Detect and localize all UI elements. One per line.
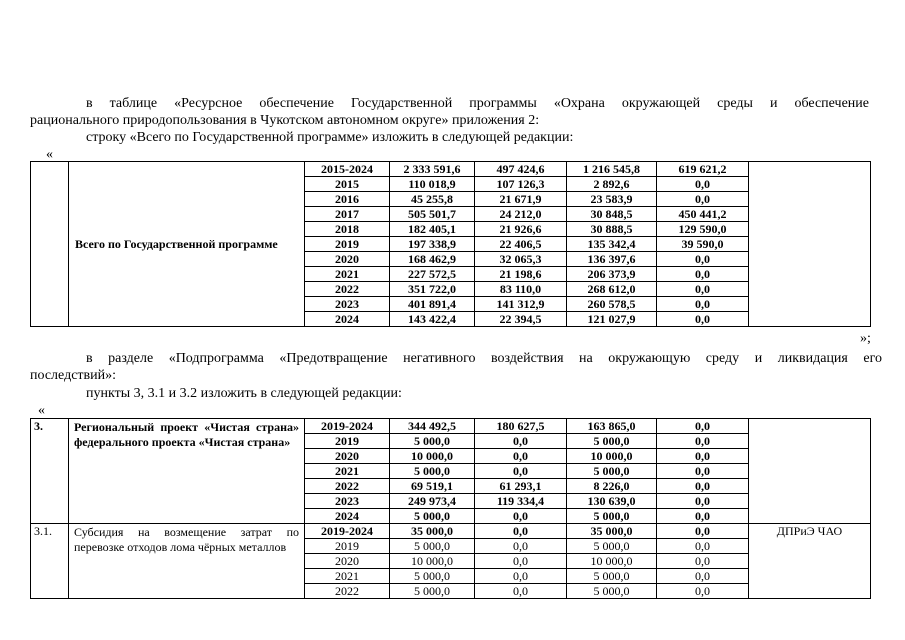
period-cell: 2022 bbox=[305, 282, 390, 297]
value-cell: 0,0 bbox=[475, 434, 567, 449]
value-cell: 5 000,0 bbox=[390, 509, 475, 524]
period-cell: 2019-2024 bbox=[305, 524, 390, 539]
value-cell: 32 065,3 bbox=[475, 252, 567, 267]
value-cell: 45 255,8 bbox=[390, 192, 475, 207]
value-cell: 168 462,9 bbox=[390, 252, 475, 267]
period-cell: 2021 bbox=[305, 267, 390, 282]
value-cell: 1 216 545,8 bbox=[567, 162, 657, 177]
value-cell: 344 492,5 bbox=[390, 419, 475, 434]
value-cell: 180 627,5 bbox=[475, 419, 567, 434]
quote-close-1: »; bbox=[860, 331, 871, 346]
value-cell: 136 397,6 bbox=[567, 252, 657, 267]
value-cell: 249 973,4 bbox=[390, 494, 475, 509]
period-cell: 2019-2024 bbox=[305, 419, 390, 434]
period-cell: 2021 bbox=[305, 464, 390, 479]
value-cell: 450 441,2 bbox=[657, 207, 749, 222]
value-cell: 0,0 bbox=[475, 554, 567, 569]
value-cell: 119 334,4 bbox=[475, 494, 567, 509]
paragraph-2: строку «Всего по Государственной программе» изложить в следующей редакции: bbox=[86, 130, 574, 145]
period-cell: 2019 bbox=[305, 237, 390, 252]
value-cell: 0,0 bbox=[475, 509, 567, 524]
value-cell: 5 000,0 bbox=[567, 434, 657, 449]
value-cell: 0,0 bbox=[657, 569, 749, 584]
value-cell: 206 373,9 bbox=[567, 267, 657, 282]
value-cell: 0,0 bbox=[657, 312, 749, 327]
value-cell: 10 000,0 bbox=[390, 449, 475, 464]
period-cell: 2015-2024 bbox=[305, 162, 390, 177]
value-cell: 163 865,0 bbox=[567, 419, 657, 434]
value-cell: 130 639,0 bbox=[567, 494, 657, 509]
value-cell: 0,0 bbox=[657, 297, 749, 312]
value-cell: 5 000,0 bbox=[390, 464, 475, 479]
period-cell: 2021 bbox=[305, 569, 390, 584]
value-cell: 30 888,5 bbox=[567, 222, 657, 237]
executor-cell: ДПРиЭ ЧАО bbox=[749, 524, 871, 599]
period-cell: 2015 bbox=[305, 177, 390, 192]
value-cell: 5 000,0 bbox=[390, 434, 475, 449]
value-cell: 121 027,9 bbox=[567, 312, 657, 327]
value-cell: 23 583,9 bbox=[567, 192, 657, 207]
paragraph-3-line-1: в разделе «Подпрограмма «Предотвращение негативного воздействия на окружающую среду и ликвидация его bbox=[86, 351, 882, 366]
value-cell: 0,0 bbox=[657, 494, 749, 509]
row-label-cell: Всего по Государственной программе bbox=[69, 162, 305, 327]
value-cell: 497 424,6 bbox=[475, 162, 567, 177]
value-cell: 0,0 bbox=[475, 569, 567, 584]
value-cell: 182 405,1 bbox=[390, 222, 475, 237]
item-number-cell: 3. bbox=[31, 419, 69, 524]
period-cell: 2018 bbox=[305, 222, 390, 237]
value-cell: 5 000,0 bbox=[390, 569, 475, 584]
value-cell: 35 000,0 bbox=[567, 524, 657, 539]
item-label-cell: Субсидия на возмещение затрат по перевозке отходов лома чёрных металлов bbox=[69, 524, 305, 599]
period-cell: 2024 bbox=[305, 509, 390, 524]
period-cell: 2022 bbox=[305, 584, 390, 599]
value-cell: 0,0 bbox=[657, 449, 749, 464]
value-cell: 8 226,0 bbox=[567, 479, 657, 494]
value-cell: 401 891,4 bbox=[390, 297, 475, 312]
period-cell: 2019 bbox=[305, 434, 390, 449]
value-cell: 10 000,0 bbox=[567, 449, 657, 464]
period-cell: 2024 bbox=[305, 312, 390, 327]
value-cell: 110 018,9 bbox=[390, 177, 475, 192]
value-cell: 22 394,5 bbox=[475, 312, 567, 327]
value-cell: 83 110,0 bbox=[475, 282, 567, 297]
value-cell: 5 000,0 bbox=[567, 539, 657, 554]
resource-table-subprogram bbox=[30, 418, 871, 599]
value-cell: 135 342,4 bbox=[567, 237, 657, 252]
value-cell: 5 000,0 bbox=[567, 584, 657, 599]
period-cell: 2022 bbox=[305, 479, 390, 494]
period-cell: 2016 bbox=[305, 192, 390, 207]
period-cell: 2020 bbox=[305, 449, 390, 464]
value-cell: 0,0 bbox=[657, 252, 749, 267]
value-cell: 0,0 bbox=[657, 479, 749, 494]
value-cell: 0,0 bbox=[475, 449, 567, 464]
value-cell: 61 293,1 bbox=[475, 479, 567, 494]
period-cell: 2020 bbox=[305, 554, 390, 569]
value-cell: 0,0 bbox=[657, 419, 749, 434]
value-cell: 619 621,2 bbox=[657, 162, 749, 177]
value-cell: 0,0 bbox=[657, 464, 749, 479]
quote-open-2: « bbox=[38, 403, 45, 418]
value-cell: 0,0 bbox=[475, 464, 567, 479]
value-cell: 260 578,5 bbox=[567, 297, 657, 312]
value-cell: 268 612,0 bbox=[567, 282, 657, 297]
value-cell: 0,0 bbox=[657, 524, 749, 539]
value-cell: 2 333 591,6 bbox=[390, 162, 475, 177]
executor-cell bbox=[749, 162, 871, 327]
value-cell: 10 000,0 bbox=[390, 554, 475, 569]
value-cell: 0,0 bbox=[657, 554, 749, 569]
period-cell: 2019 bbox=[305, 539, 390, 554]
value-cell: 21 671,9 bbox=[475, 192, 567, 207]
value-cell: 5 000,0 bbox=[567, 464, 657, 479]
value-cell: 0,0 bbox=[657, 192, 749, 207]
value-cell: 35 000,0 bbox=[390, 524, 475, 539]
paragraph-4: пункты 3, 3.1 и 3.2 изложить в следующей редакции: bbox=[86, 386, 402, 401]
value-cell: 0,0 bbox=[475, 584, 567, 599]
value-cell: 24 212,0 bbox=[475, 207, 567, 222]
value-cell: 129 590,0 bbox=[657, 222, 749, 237]
value-cell: 5 000,0 bbox=[390, 584, 475, 599]
period-cell: 2023 bbox=[305, 494, 390, 509]
value-cell: 0,0 bbox=[657, 177, 749, 192]
value-cell: 30 848,5 bbox=[567, 207, 657, 222]
paragraph-3-line-2: последствий»: bbox=[30, 368, 117, 383]
value-cell: 22 406,5 bbox=[475, 237, 567, 252]
item-label-cell: Региональный проект «Чистая страна» федерального проекта «Чистая страна» bbox=[69, 419, 305, 524]
value-cell: 5 000,0 bbox=[390, 539, 475, 554]
value-cell: 141 312,9 bbox=[475, 297, 567, 312]
period-cell: 2023 bbox=[305, 297, 390, 312]
value-cell: 197 338,9 bbox=[390, 237, 475, 252]
paragraph-1-line-1: в таблице «Ресурсное обеспечение Государственной программы «Охрана окружающей среды и обеспечение bbox=[86, 96, 869, 111]
value-cell: 505 501,7 bbox=[390, 207, 475, 222]
item-number-cell: 3.1. bbox=[31, 524, 69, 599]
value-cell: 39 590,0 bbox=[657, 237, 749, 252]
executor-cell bbox=[749, 419, 871, 524]
value-cell: 0,0 bbox=[657, 267, 749, 282]
value-cell: 21 926,6 bbox=[475, 222, 567, 237]
value-cell: 69 519,1 bbox=[390, 479, 475, 494]
value-cell: 5 000,0 bbox=[567, 569, 657, 584]
value-cell: 227 572,5 bbox=[390, 267, 475, 282]
value-cell: 0,0 bbox=[657, 539, 749, 554]
table-row bbox=[31, 419, 871, 434]
value-cell: 21 198,6 bbox=[475, 267, 567, 282]
value-cell: 0,0 bbox=[475, 524, 567, 539]
value-cell: 0,0 bbox=[657, 434, 749, 449]
value-cell: 5 000,0 bbox=[567, 509, 657, 524]
resource-table-total bbox=[30, 161, 871, 327]
value-cell: 0,0 bbox=[657, 509, 749, 524]
period-cell: 2020 bbox=[305, 252, 390, 267]
value-cell: 351 722,0 bbox=[390, 282, 475, 297]
value-cell: 0,0 bbox=[657, 584, 749, 599]
value-cell: 0,0 bbox=[657, 282, 749, 297]
value-cell: 143 422,4 bbox=[390, 312, 475, 327]
table-row bbox=[31, 524, 871, 539]
paragraph-1-line-2: рационального природопользования в Чукотском автономном округе» приложения 2: bbox=[30, 113, 540, 128]
value-cell: 10 000,0 bbox=[567, 554, 657, 569]
value-cell: 2 892,6 bbox=[567, 177, 657, 192]
table-row bbox=[31, 162, 871, 177]
value-cell: 0,0 bbox=[475, 539, 567, 554]
period-cell: 2017 bbox=[305, 207, 390, 222]
row-number-cell bbox=[31, 162, 69, 327]
value-cell: 107 126,3 bbox=[475, 177, 567, 192]
quote-open-1: « bbox=[46, 147, 53, 162]
